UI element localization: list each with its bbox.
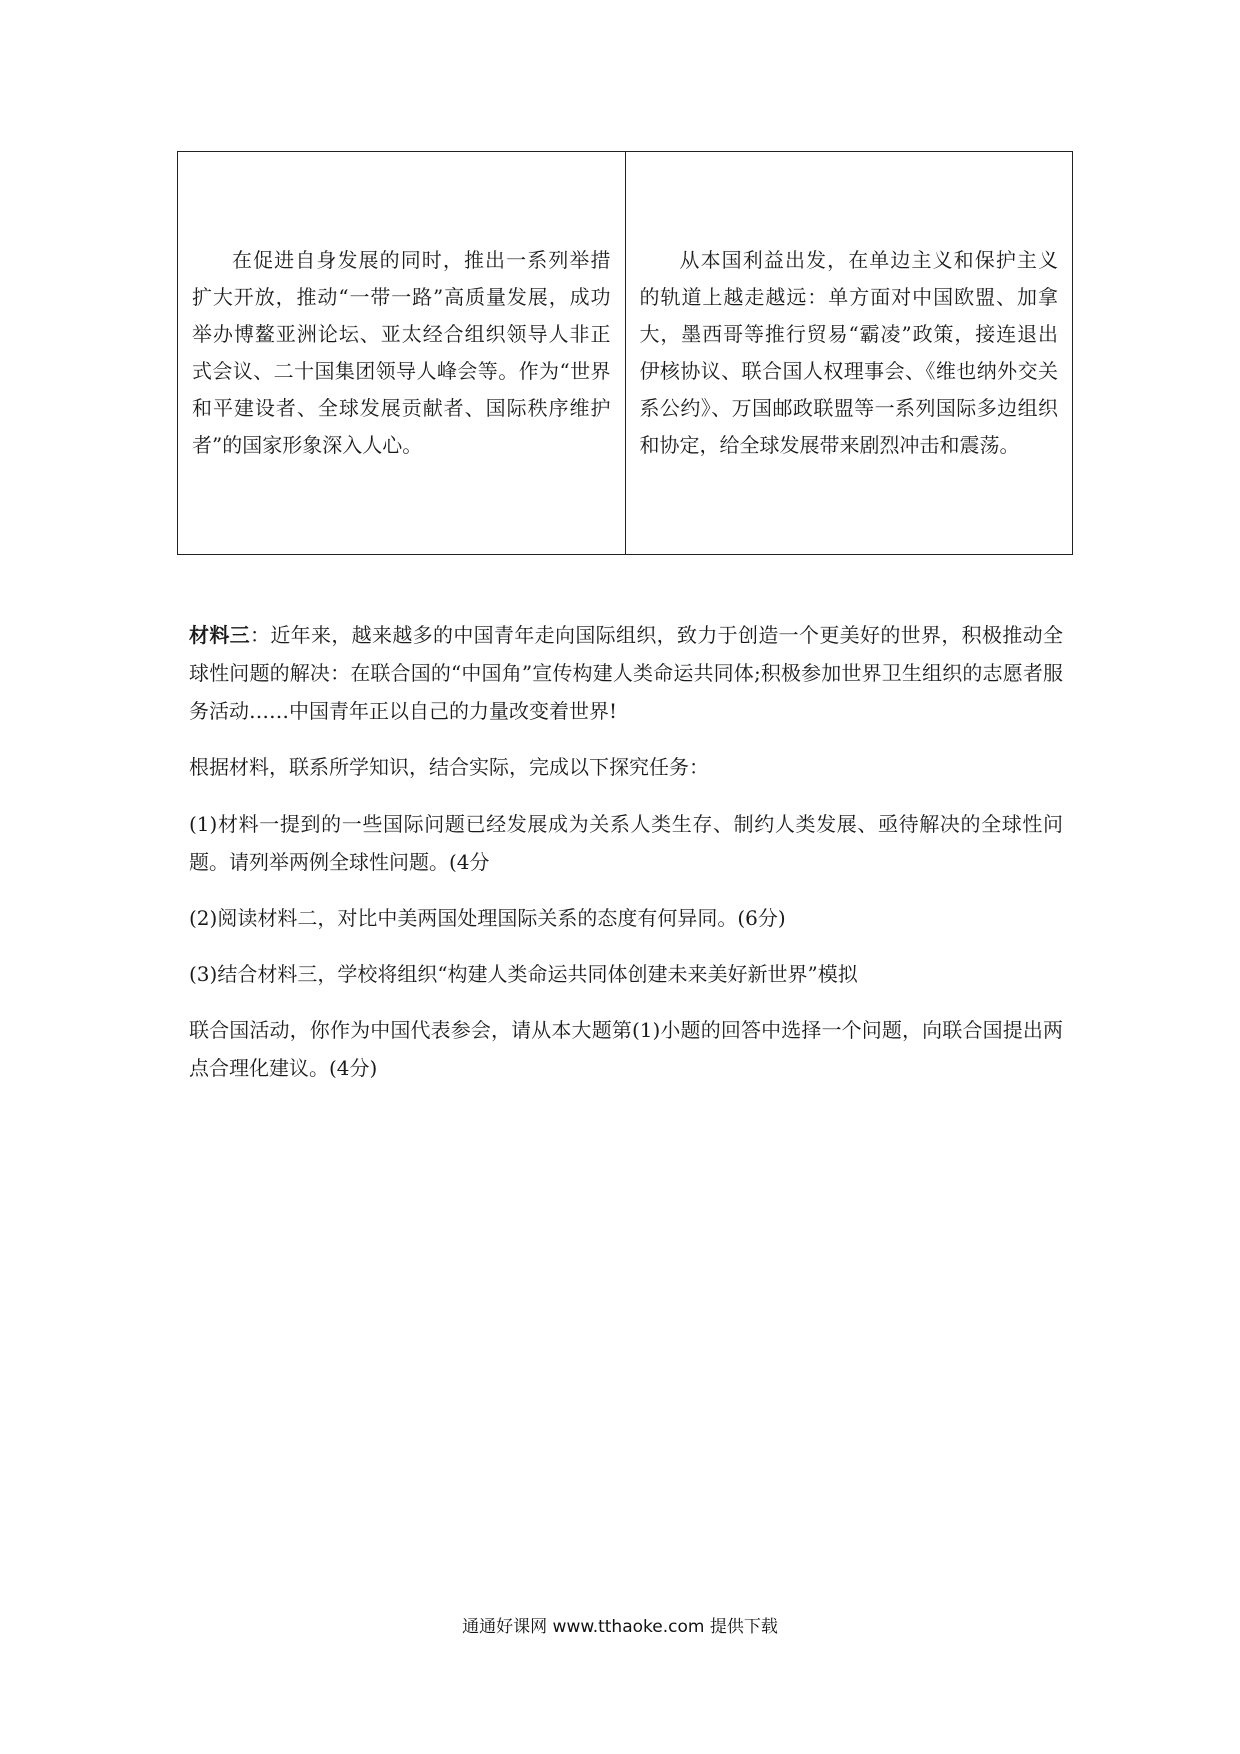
material-three-label: 材料三 bbox=[189, 623, 250, 647]
task-instruction: 根据材料，联系所学知识，结合实际，完成以下探究任务： bbox=[189, 755, 709, 779]
question-1: (1)材料一提到的一些国际问题已经发展成为关系人类生存、制约人类发展、亟待解决的全球性问题。请列举两例全球性问题。(4分 bbox=[189, 812, 1063, 874]
question-2: (2)阅读材料二，对比中美两国处理国际关系的态度有何异同。(6分) bbox=[189, 906, 786, 930]
question-3-line-1: (3)结合材料三，学校将组织“构建人类命运共同体创建未来美好新世界”模拟 bbox=[189, 962, 858, 986]
comparison-table bbox=[177, 151, 1073, 555]
material-three-paragraph bbox=[189, 616, 1063, 730]
us-stance-cell: 从本国利益出发，在单边主义和保护主义的轨道上越走越远：单方面对中国欧盟、加拿大，墨西哥等推行贸易“霸凌”政策，接连退出伊核协议、联合国人权理事会、《维也纳外交关系公约》、万国邮政联盟等一系列国际多边组织和协定，给全球发展带来剧烈冲击和震荡。 bbox=[625, 152, 1073, 555]
question-3-line-2: 联合国活动，你作为中国代表参会，请从本大题第(1)小题的回答中选择一个问题，向联合国提出两点合理化建议。(4分) bbox=[189, 1018, 1063, 1080]
comparison-row bbox=[178, 152, 1073, 555]
china-stance-cell: 在促进自身发展的同时，推出一系列举措扩大开放，推动“一带一路”高质量发展，成功举办博鳌亚洲论坛、亚太经合组织领导人非正式会议、二十国集团领导人峰会等。作为“世界和平建设者、全球发展贡献者、国际秩序维护者”的国家形象深入人心。 bbox=[178, 152, 626, 555]
material-three-text: ：近年来，越来越多的中国青年走向国际组织，致力于创造一个更美好的世界，积极推动全球性问题的解决：在联合国的“中国角”宣传构建人类命运共同体;积极参加世界卫生组织的志愿者服务活动……中国青年正以自己的力量改变着世界! bbox=[189, 623, 1063, 723]
footer-source-note: 通通好课网 www.tthaoke.com 提供下载 bbox=[462, 1617, 778, 1637]
